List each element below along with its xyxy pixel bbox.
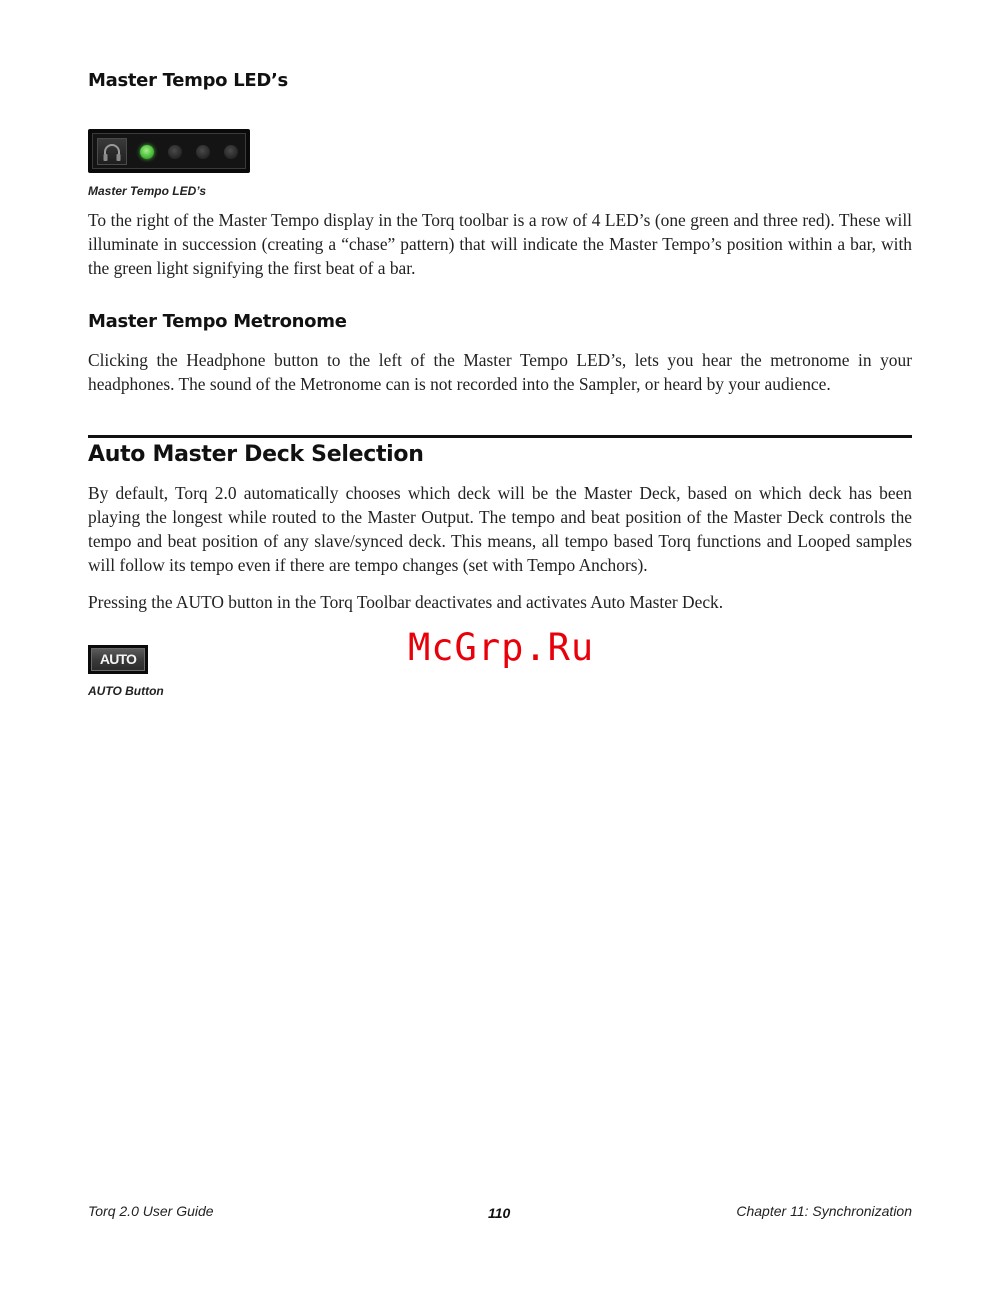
footer-chapter-title: Chapter 11: Synchronization	[736, 1203, 912, 1219]
page-number: 110	[488, 1205, 511, 1221]
master-tempo-led-toolbar	[88, 129, 250, 173]
auto-button-label: AUTO	[91, 648, 145, 671]
paragraph-auto-master-1: By default, Torq 2.0 automatically chooses which deck will be the Master Deck, based on which deck has been playing the longest while routed to the Master Output. The tempo and beat position of the Master Deck controls the tempo and beat position of any slave/synced deck. This means, all tempo based Torq functions and Looped samples will follow its tempo even if there are tempo changes (set with Tempo Anchors).	[88, 483, 912, 575]
auto-button[interactable]	[88, 645, 148, 674]
led-1-green	[140, 145, 154, 159]
caption-auto-button: AUTO Button	[88, 684, 164, 698]
headphone-button[interactable]	[97, 138, 127, 165]
heading-master-tempo-metronome: Master Tempo Metronome	[88, 311, 347, 332]
caption-master-tempo-leds: Master Tempo LED’s	[88, 184, 207, 198]
footer-guide-title: Torq 2.0 User Guide	[88, 1203, 214, 1219]
paragraph-master-tempo-leds: To the right of the Master Tempo display in the Torq toolbar is a row of 4 LED’s (one green and three red). These will illuminate in succession (creating a “chase” pattern) that will indicate the Master Tempo’s position within a bar, with the green light signifying the first beat of a bar.	[88, 210, 912, 278]
headphone-icon	[101, 141, 123, 163]
led-2	[168, 145, 182, 159]
led-4	[224, 145, 238, 159]
paragraph-auto-master-2: Pressing the AUTO button in the Torq Toolbar deactivates and activates Auto Master Deck.	[88, 592, 724, 612]
paragraph-metronome: Clicking the Headphone button to the left of the Master Tempo LED’s, lets you hear the metronome in your headphones. The sound of the Metronome can is not recorded into the Sampler, or heard by your audience.	[88, 350, 912, 394]
led-3	[196, 145, 210, 159]
section-divider	[88, 435, 912, 438]
heading-auto-master-deck: Auto Master Deck Selection	[88, 442, 424, 467]
watermark: McGrp.Ru	[408, 626, 595, 669]
heading-master-tempo-leds: Master Tempo LED’s	[88, 70, 288, 91]
